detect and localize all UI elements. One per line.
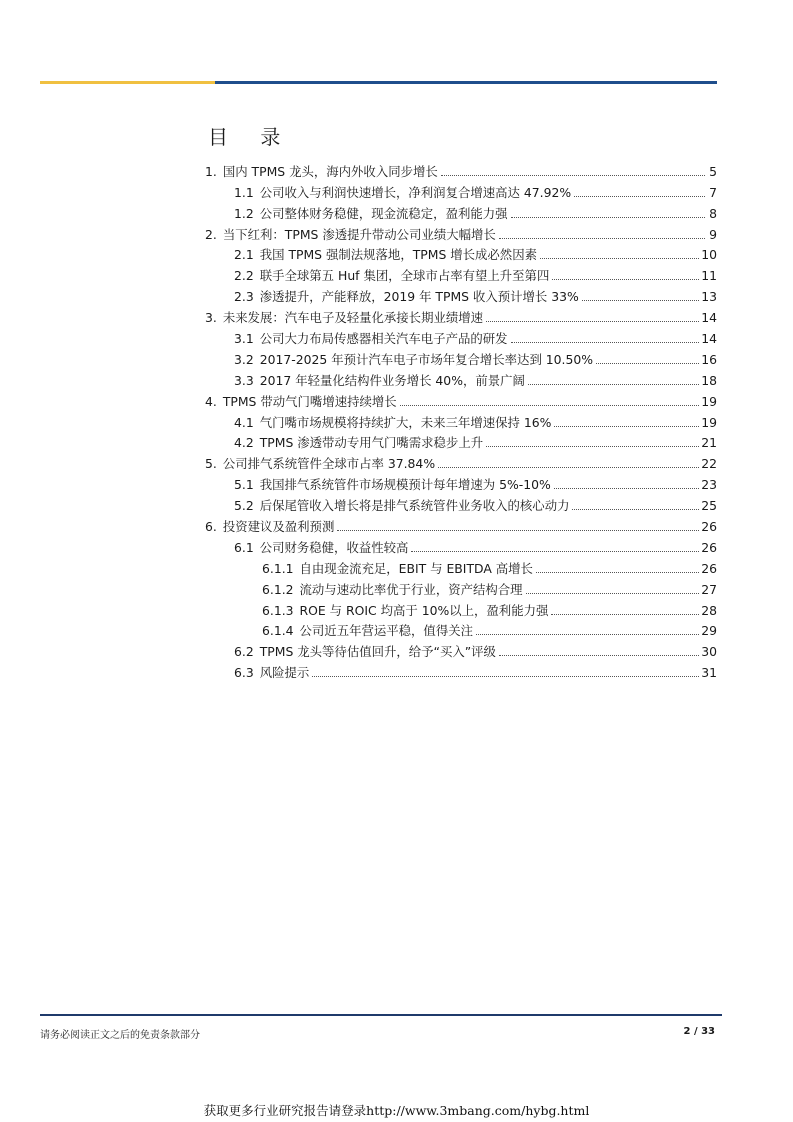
toc-entry[interactable] [205,179,717,200]
toc-entry-page: 14 [701,310,717,326]
toc-entry-title: TPMS 带动气门嘴增速持续增长 [222,393,397,409]
toc-entry-title: 联手全球第五 Huf 集团，全球市占率有望上升至第四 [259,268,550,284]
toc-entry-number: 2. [205,226,217,242]
toc-entry-page: 28 [701,602,717,618]
toc-entry-title: 气门嘴市场规模将持续扩大，未来三年增速保持 16% [259,414,552,430]
toc-entry-page: 16 [701,351,717,367]
toc-entry-title: 2017-2025 年预计汽车电子市场年复合增长率达到 10.50% [259,351,594,367]
toc-entry-number: 3.1 [234,331,254,347]
toc-entry[interactable] [205,534,717,555]
toc-entry-page: 14 [701,331,717,347]
toc-leader-dots [596,363,699,364]
toc-entry[interactable] [205,576,717,597]
toc-entry-page: 23 [701,477,717,493]
toc-entry-number: 6.2 [234,644,254,660]
toc-entry-page: 26 [701,519,717,535]
toc-leader-dots [499,238,705,239]
toc-entry-title: 公司整体财务稳健，现金流稳定，盈利能力强 [259,205,508,221]
toc-entry-number: 6.1.2 [262,581,294,597]
toc-entry[interactable] [205,158,717,179]
toc-leader-dots [476,634,699,635]
toc-leader-dots [499,655,699,656]
toc-leader-dots [400,405,700,406]
toc-entry-title: 公司排气系统管件全球市占率 37.84% [222,456,436,472]
toc-leader-dots [554,426,699,427]
toc-entry-number: 2.2 [234,268,254,284]
toc-entry[interactable] [205,283,717,304]
toc-entry-title: 风险提示 [259,665,310,681]
toc-entry[interactable] [205,262,717,283]
toc-leader-dots [552,279,699,280]
toc-entry-title: 自由现金流充足，EBIT 与 EBITDA 高增长 [299,560,533,576]
toc-entry[interactable] [205,304,717,325]
toc-entry[interactable] [205,388,717,409]
toc-entry-title: 渗透提升，产能释放，2019 年 TPMS 收入预计增长 33% [259,289,579,305]
toc-entry-title: TPMS 渗透带动专用气门嘴需求稳步上升 [259,435,484,451]
toc-leader-dots [540,258,699,259]
toc-entry[interactable] [205,618,717,639]
toc-entry-title: 流动与速动比率优于行业，资产结构合理 [299,581,523,597]
toc-title: 目 录 [208,125,294,149]
toc-entry-title: 公司收入与利润快速增长，净利润复合增速高达 47.92% [259,184,572,200]
footer-disclaimer: 请务必阅读正文之后的免责条款部分 [40,1030,200,1041]
toc-entry-number: 2.3 [234,289,254,305]
toc-entry-page: 10 [701,247,717,263]
toc-entry-number: 4.2 [234,435,254,451]
toc-entry-number: 1.1 [234,184,254,200]
toc-entry-page: 25 [701,498,717,514]
toc-entry[interactable] [205,492,717,513]
toc-entry-page: 8 [709,205,717,221]
toc-leader-dots [411,551,699,552]
toc-entry-page: 5 [709,163,717,179]
header-rule-blue [215,81,717,84]
header-rule-gold [40,81,215,84]
toc-entry[interactable] [205,638,717,659]
toc-entry[interactable] [205,659,717,680]
toc-leader-dots [526,593,700,594]
toc-entry-title: 投资建议及盈利预测 [222,519,335,535]
toc-entry-page: 19 [701,393,717,409]
toc-entry-number: 5.1 [234,477,254,493]
toc-entry-number: 6. [205,519,217,535]
toc-leader-dots [312,676,699,677]
toc-entry-number: 1.2 [234,205,254,221]
toc-leader-dots [337,530,699,531]
toc-entry[interactable] [205,221,717,242]
toc-entry-page: 29 [701,623,717,639]
toc-entry-number: 2.1 [234,247,254,263]
toc-entry-number: 6.1.1 [262,560,294,576]
toc-entry-title: 当下红利：TPMS 渗透提升带动公司业绩大幅增长 [222,226,496,242]
toc-entry-title: 公司大力布局传感器相关汽车电子产品的研发 [259,331,508,347]
toc-entry-page: 27 [701,581,717,597]
toc-entry-page: 31 [701,665,717,681]
toc-entry[interactable] [205,325,717,346]
toc-entry-page: 13 [701,289,717,305]
toc-entry-number: 5. [205,456,217,472]
toc-entry-page: 18 [701,372,717,388]
toc-entry-number: 3.2 [234,351,254,367]
toc-entry-title: 我国排气系统管件市场规模预计每年增速为 5%-10% [259,477,551,493]
toc-leader-dots [486,446,699,447]
toc-entry-title: 2017 年轻量化结构件业务增长 40%，前景广阔 [259,372,525,388]
toc-entry-page: 30 [701,644,717,660]
watermark-text[interactable]: 获取更多行业研究报告请登录http://www.3mbang.com/hybg.html [203,1103,590,1118]
toc-entry-title: 国内 TPMS 龙头，海内外收入同步增长 [222,163,438,179]
toc-entry-number: 5.2 [234,498,254,514]
toc-leader-dots [486,321,699,322]
toc-leader-dots [438,467,699,468]
toc-entry[interactable] [205,450,717,471]
toc-entry-title: TPMS 龙头等待估值回升，给予“买入”评级 [259,644,496,660]
toc-leader-dots [511,342,700,343]
toc-entry-page: 11 [701,268,717,284]
toc-entry-title: 我国 TPMS 强制法规落地，TPMS 增长成必然因素 [259,247,537,263]
toc-entry-number: 6.3 [234,665,254,681]
toc-entry[interactable] [205,597,717,618]
toc-leader-dots [551,614,699,615]
toc-entry-page: 26 [701,560,717,576]
header-rule [40,81,717,84]
toc-leader-dots [554,488,699,489]
toc-entry-number: 1. [205,163,217,179]
toc-entry-title: 未来发展：汽车电子及轻量化承接长期业绩增速 [222,310,484,326]
toc-entry-page: 7 [709,184,717,200]
toc-entry[interactable] [205,471,717,492]
toc-entry-title: ROE 与 ROIC 均高于 10%以上，盈利能力强 [299,602,549,618]
footer-page-number: 2 / 33 [683,1026,715,1037]
toc-entry-number: 6.1.3 [262,602,294,618]
toc-entry-number: 4. [205,393,217,409]
toc-entry[interactable] [205,555,717,576]
toc-entry[interactable] [205,367,717,388]
toc-entry-title: 后保尾管收入增长将是排气系统管件业务收入的核心动力 [259,498,570,514]
toc-leader-dots [536,572,699,573]
toc-leader-dots [582,300,699,301]
table-of-contents [205,158,717,680]
toc-entry-number: 3.3 [234,372,254,388]
toc-entry[interactable] [205,346,717,367]
toc-entry[interactable] [205,430,717,451]
toc-entry-title: 公司财务稳健，收益性较高 [259,539,409,555]
toc-entry-page: 9 [709,226,717,242]
footer-rule [40,1014,722,1016]
toc-leader-dots [511,217,705,218]
toc-entry[interactable] [205,242,717,263]
toc-leader-dots [574,196,705,197]
toc-entry[interactable] [205,200,717,221]
toc-entry-number: 6.1.4 [262,623,294,639]
toc-entry-page: 21 [701,435,717,451]
toc-entry-title: 公司近五年营运平稳，值得关注 [299,623,473,639]
toc-entry-number: 3. [205,310,217,326]
toc-leader-dots [441,175,705,176]
toc-entry-number: 4.1 [234,414,254,430]
toc-entry[interactable] [205,513,717,534]
toc-entry-page: 19 [701,414,717,430]
toc-leader-dots [572,509,699,510]
toc-leader-dots [528,384,699,385]
toc-entry-number: 6.1 [234,539,254,555]
toc-entry[interactable] [205,409,717,430]
toc-entry-page: 22 [701,456,717,472]
toc-entry-page: 26 [701,539,717,555]
